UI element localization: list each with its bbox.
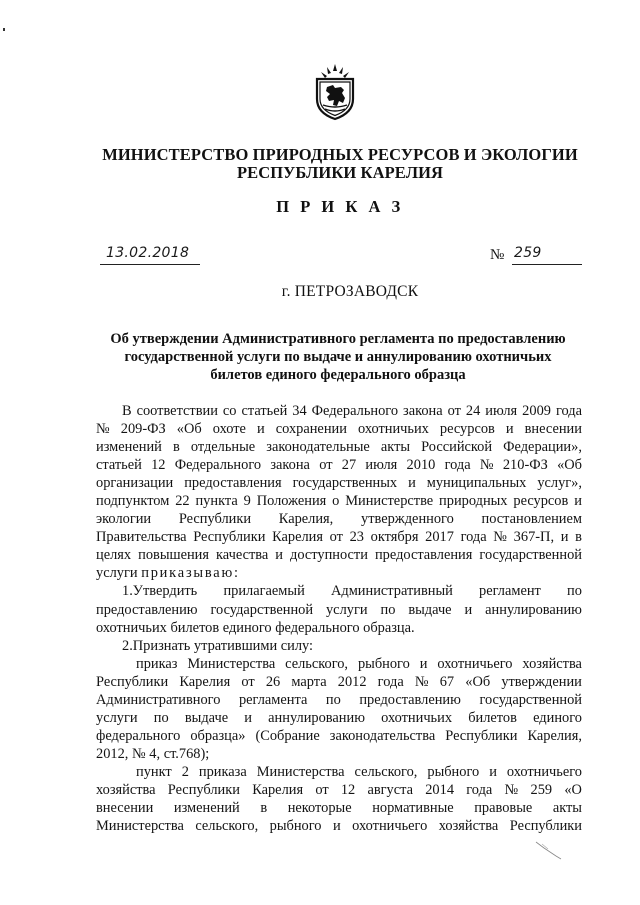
body-word: государственной bbox=[479, 547, 582, 564]
body-word: 2014 bbox=[425, 781, 455, 798]
scan-speck bbox=[3, 28, 5, 31]
body-word: сельского, bbox=[285, 655, 349, 672]
body-line bbox=[96, 510, 582, 528]
body-word: акты bbox=[552, 800, 582, 817]
body-word: выдаче bbox=[408, 601, 452, 618]
body-word: и bbox=[574, 493, 582, 510]
body-line bbox=[96, 727, 582, 745]
body-word: статьей bbox=[241, 403, 288, 419]
body-word: постановлением bbox=[481, 511, 582, 528]
body-line bbox=[96, 781, 582, 799]
body-word: рыбного bbox=[427, 763, 480, 780]
body-word: Министерства bbox=[256, 763, 345, 780]
body-word: Федерации», bbox=[503, 439, 582, 456]
body-word: № bbox=[504, 781, 519, 798]
order-number: 259 bbox=[514, 245, 542, 261]
body-word: ресурсов bbox=[513, 493, 569, 510]
body-word: билетов bbox=[468, 709, 517, 726]
ministry-name: МИНИСТЕРСТВО ПРИРОДНЫХ РЕСУРСОВ И ЭКОЛОГИИ bbox=[102, 145, 578, 164]
body-word: 259 bbox=[530, 781, 553, 798]
body-word: Административный bbox=[330, 583, 453, 600]
body-word: и bbox=[408, 475, 416, 492]
body-word: Положения bbox=[256, 493, 327, 510]
body-word: 209-ФЗ bbox=[120, 421, 166, 438]
body-word: и bbox=[505, 421, 514, 438]
body-word: от bbox=[447, 403, 461, 419]
body-word: предоставления bbox=[184, 475, 282, 492]
body-word: от bbox=[315, 781, 329, 798]
body-word: Министерстве bbox=[345, 493, 434, 510]
body-word: Министерства bbox=[96, 818, 184, 835]
body-word: октября bbox=[370, 529, 419, 546]
body-word: закона bbox=[270, 457, 310, 474]
body-word: охотничьего bbox=[437, 655, 513, 672]
body-word: Республики bbox=[96, 673, 169, 690]
body-line bbox=[96, 655, 582, 673]
body-word: охотничьих bbox=[381, 709, 453, 726]
body-word: Административного bbox=[96, 691, 221, 708]
body-word: июля bbox=[365, 457, 398, 474]
body-word: единого bbox=[533, 709, 582, 726]
body-word: 12 bbox=[340, 781, 356, 798]
order-title-line: государственной услуги по выдаче и аннулированию охотничьих bbox=[124, 349, 552, 365]
body-word: предоставления bbox=[374, 547, 473, 564]
order-date: 13.02.2018 bbox=[106, 245, 190, 261]
body-word: услуги bbox=[96, 709, 138, 726]
body-word: года bbox=[460, 529, 487, 546]
body-word: законодательства bbox=[329, 727, 436, 744]
body-word: повышения bbox=[138, 547, 209, 564]
body-word: предоставлению bbox=[359, 691, 461, 708]
pen-mark bbox=[534, 840, 564, 860]
body-line: 2.Признать утратившими силу: bbox=[122, 637, 314, 654]
body-word: Республики bbox=[445, 727, 518, 744]
body-word: качества bbox=[216, 547, 269, 564]
body-line bbox=[96, 564, 582, 582]
body-word: охотничьего bbox=[506, 763, 582, 780]
body-word: года bbox=[377, 673, 404, 690]
body-word: и bbox=[464, 601, 473, 618]
body-word: от bbox=[241, 673, 255, 690]
body-word: 26 bbox=[265, 673, 281, 690]
body-word: со bbox=[222, 403, 237, 419]
order-body bbox=[96, 402, 582, 835]
body-word: правовые bbox=[474, 800, 533, 817]
body-line bbox=[96, 402, 582, 420]
body-word: от bbox=[319, 457, 333, 474]
body-word: организации bbox=[96, 475, 174, 492]
body-word: 34 bbox=[292, 403, 307, 419]
body-word: приказ bbox=[136, 655, 178, 672]
body-word: охотничьих bbox=[357, 421, 429, 438]
body-line bbox=[96, 709, 582, 727]
body-word: отдельные bbox=[190, 439, 256, 456]
body-word: Республики bbox=[193, 529, 266, 546]
body-word: по bbox=[153, 709, 169, 726]
body-line bbox=[96, 799, 582, 817]
order-date-field bbox=[100, 244, 200, 265]
body-word: хозяйства bbox=[522, 655, 582, 672]
body-word: 2010 bbox=[406, 457, 436, 474]
body-word: Федерального bbox=[174, 457, 262, 474]
body-word: статьей bbox=[96, 457, 142, 474]
body-word: прилагаемый bbox=[223, 583, 305, 600]
body-word: ресурсов bbox=[439, 421, 495, 438]
body-word: года bbox=[466, 781, 493, 798]
body-word: «Об bbox=[557, 457, 582, 474]
body-word: от bbox=[329, 529, 343, 546]
body-word: регламента bbox=[238, 691, 308, 708]
body-line bbox=[96, 582, 582, 600]
body-word: внесении bbox=[96, 800, 154, 817]
body-word: Правительства bbox=[96, 529, 187, 546]
number-sign: № bbox=[490, 247, 505, 263]
body-word: в bbox=[575, 529, 582, 546]
body-line bbox=[96, 438, 582, 456]
body-word: и bbox=[244, 709, 252, 726]
body-word: услуги bbox=[325, 601, 368, 618]
body-word: охотничьего bbox=[352, 818, 428, 835]
body-word: (Собрание bbox=[255, 727, 320, 744]
body-word: некоторые bbox=[287, 800, 352, 817]
body-word: 2017 bbox=[425, 529, 454, 546]
body-word: и bbox=[332, 818, 341, 835]
body-word: года bbox=[444, 457, 471, 474]
body-word: экологии bbox=[96, 511, 152, 528]
body-word: приказа bbox=[198, 763, 247, 780]
body-word: и bbox=[560, 529, 569, 546]
body-word: 12 bbox=[151, 457, 166, 474]
body-word: аннулированию bbox=[268, 709, 365, 726]
body-word: 9 bbox=[243, 493, 251, 510]
body-word: 2009 bbox=[522, 403, 551, 419]
body-line bbox=[96, 601, 582, 619]
body-word: Республики bbox=[178, 511, 252, 528]
body-word: в bbox=[260, 800, 268, 817]
body-word: июля bbox=[485, 403, 518, 419]
document-type: П Р И К А З bbox=[276, 197, 404, 216]
body-line bbox=[96, 492, 582, 510]
body-word: утверждении bbox=[501, 673, 582, 690]
body-word: «Об bbox=[465, 673, 491, 690]
order-word: приказываю: bbox=[141, 565, 240, 582]
body-word: и bbox=[256, 421, 265, 438]
body-word: сохранении bbox=[275, 421, 347, 438]
body-line bbox=[96, 528, 582, 546]
body-word: муниципальных bbox=[426, 475, 527, 492]
body-word: выдаче bbox=[184, 709, 229, 726]
body-word: и bbox=[275, 547, 283, 564]
body-word: предоставлению bbox=[96, 601, 198, 618]
body-line bbox=[96, 420, 582, 438]
body-word: № bbox=[96, 421, 110, 438]
body-word: доступности bbox=[290, 547, 368, 564]
body-word: по bbox=[380, 601, 396, 618]
karelia-coat-of-arms-icon bbox=[313, 63, 357, 121]
body-word: хозяйства bbox=[438, 818, 499, 835]
body-word: нормативные bbox=[372, 800, 454, 817]
body-word: 1.Утвердить bbox=[122, 583, 198, 600]
body-word: 23 bbox=[349, 529, 364, 546]
body-word: пункт bbox=[136, 763, 172, 780]
body-word: марта bbox=[291, 673, 327, 690]
body-line: 2012, № 4, ст.768); bbox=[96, 745, 210, 762]
body-line bbox=[96, 817, 582, 835]
body-word: целях bbox=[96, 547, 132, 564]
body-word: Республики bbox=[509, 818, 582, 835]
body-word: услуг», bbox=[537, 475, 582, 492]
body-word: «О bbox=[564, 781, 582, 798]
body-line bbox=[96, 763, 582, 781]
body-word: Карелия bbox=[272, 529, 323, 546]
body-word: законодательные bbox=[266, 439, 370, 456]
body-word: № bbox=[479, 457, 494, 474]
body-word: внесении bbox=[524, 421, 582, 438]
body-word: соответствии bbox=[136, 403, 218, 419]
body-word: Республики bbox=[167, 781, 240, 798]
body-text-fragment: услуги bbox=[96, 565, 138, 582]
body-word: Федерального bbox=[311, 403, 399, 419]
body-word: 2012 bbox=[337, 673, 367, 690]
body-word: в bbox=[172, 439, 180, 456]
body-word: Карелия bbox=[179, 673, 231, 690]
body-word: о bbox=[332, 493, 340, 510]
body-word: сельского, bbox=[354, 763, 418, 780]
city-name: г. ПЕТРОЗАВОДСК bbox=[281, 283, 419, 300]
body-word: пункта bbox=[195, 493, 238, 510]
body-word: государственных bbox=[292, 475, 398, 492]
order-number-line bbox=[512, 244, 582, 265]
body-word: «Об bbox=[176, 421, 202, 438]
body-word: В bbox=[122, 403, 132, 419]
body-word: № bbox=[493, 529, 508, 546]
body-word: закона bbox=[403, 403, 443, 419]
body-word: изменений bbox=[173, 800, 240, 817]
body-word: рыбного bbox=[357, 655, 410, 672]
body-line bbox=[96, 546, 582, 564]
body-word: № bbox=[414, 673, 429, 690]
body-word: федерального bbox=[96, 727, 181, 744]
body-word: 367-П, bbox=[513, 529, 555, 546]
body-word: и bbox=[419, 655, 428, 672]
body-word: 2 bbox=[181, 763, 189, 780]
body-line bbox=[96, 474, 582, 492]
body-line bbox=[96, 673, 582, 691]
body-line bbox=[96, 691, 582, 709]
body-word: 22 bbox=[175, 493, 190, 510]
body-word: регламент bbox=[479, 583, 541, 600]
body-word: образца» bbox=[190, 727, 246, 744]
body-word: природных bbox=[439, 493, 508, 510]
body-word: хозяйства bbox=[96, 781, 156, 798]
body-word: государственной bbox=[210, 601, 314, 618]
body-word: акты bbox=[380, 439, 411, 456]
body-word: августа bbox=[367, 781, 413, 798]
body-word: охоте bbox=[212, 421, 246, 438]
body-word: Карелия bbox=[252, 781, 304, 798]
body-word: Карелия, bbox=[278, 511, 334, 528]
body-line bbox=[96, 456, 582, 474]
body-word: и bbox=[489, 763, 497, 780]
body-word: утвержденного bbox=[361, 511, 454, 528]
body-word: сельского, bbox=[195, 818, 259, 835]
body-word: 67 bbox=[439, 673, 455, 690]
order-number-field bbox=[490, 244, 582, 264]
body-word: по bbox=[325, 691, 341, 708]
body-word: изменений bbox=[96, 439, 162, 456]
body-word: Министерства bbox=[187, 655, 276, 672]
body-word: года bbox=[555, 403, 582, 419]
ministry-region: РЕСПУБЛИКИ КАРЕЛИЯ bbox=[236, 163, 444, 182]
body-word: 27 bbox=[341, 457, 357, 474]
body-word: 24 bbox=[465, 403, 481, 419]
body-word: рыбного bbox=[269, 818, 322, 835]
body-word: государственной bbox=[479, 691, 582, 708]
body-word: 210-ФЗ bbox=[502, 457, 548, 474]
order-title-line: билетов единого федерального образца bbox=[210, 367, 466, 383]
order-title-line: Об утверждении Административного регламента по предоставлению bbox=[110, 331, 566, 347]
body-word: Российской bbox=[421, 439, 493, 456]
body-line: охотничьих билетов единого федерального образца. bbox=[96, 619, 415, 636]
body-word: аннулированию bbox=[485, 601, 582, 618]
body-word: подпунктом bbox=[96, 493, 170, 510]
body-word: Карелия, bbox=[527, 727, 582, 744]
body-word: по bbox=[567, 583, 582, 600]
